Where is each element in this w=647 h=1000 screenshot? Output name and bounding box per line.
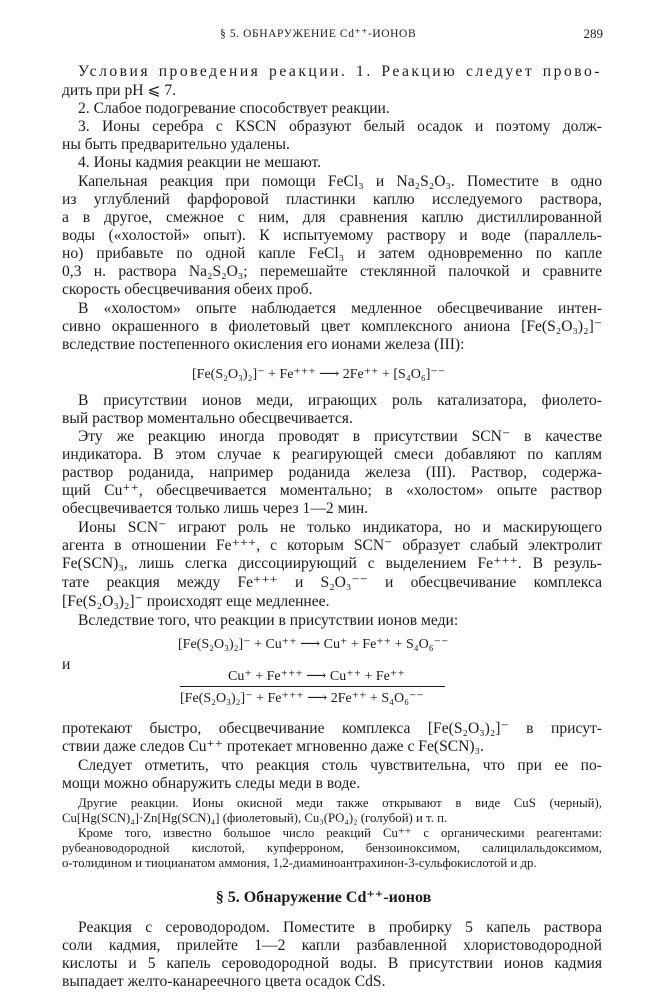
text-line: дить при pH ⩽ 7. (62, 82, 177, 99)
text-line: но) прибавьте по одной капле FeCl₃ и затем одновременно по капле (62, 245, 602, 262)
text-line: выпадает желто-канареечного цвета осадок CdS. (62, 973, 386, 990)
text-line: ны быть предварительно удалены. (62, 136, 290, 153)
text-line-bold-lead: Капельная реакция при помощи FeCl₃ и Na₂S₂O₃. Поместите в одно (78, 173, 602, 190)
text-line: скорость обесцвечивания обеих проб. (62, 281, 313, 298)
text-line: индикатора. В этом случае к реагирующей смеси добавляют по каплям (62, 446, 602, 463)
equation-1: [Fe(S₂O₃)₂]⁻ + Fe⁺⁺⁺ ⟶ 2Fe⁺⁺ + [S₄O₆]⁻⁻ (192, 367, 446, 382)
text-line: вследствие постепенного окисления его ионами железа (III): (62, 336, 465, 353)
running-title: § 5. ОБНАРУЖЕНИЕ Cd⁺⁺-ИОНОВ (220, 28, 417, 40)
text-line: Fe(SCN)₃, лишь слегка диссоциирующий с выделением Fe⁺⁺⁺. В резуль- (62, 555, 602, 572)
text-line: В «холостом» опыте наблюдается медленное обесцвечивание интен- (78, 300, 602, 317)
equation-3: Cu⁺ + Fe⁺⁺⁺ ⟶ Cu⁺⁺ + Fe⁺⁺ (228, 669, 405, 684)
text-line: Вследствие того, что реакции в присутствии ионов меди: (78, 612, 459, 629)
text-line: 3. Ионы серебра с KSCN образуют белый осадок и поэтому долж- (78, 118, 602, 135)
equation-2: [Fe(S₂O₃)₂]⁻ + Cu⁺⁺ ⟶ Cu⁺ + Fe⁺⁺ + S₄O₆⁻⁻ (178, 637, 449, 652)
text-line: ствии даже следов Cu⁺⁺ протекает мгновенно даже с Fe(SCN)₃. (62, 738, 484, 755)
text-line: тате реакция между Fe⁺⁺⁺ и S₂O₃⁻⁻ и обесцвечивание комплекса (62, 574, 602, 591)
equation-4: [Fe(S₂O₃)₂]⁻ + Fe⁺⁺⁺ ⟶ 2Fe⁺⁺ + S₄O₆⁻⁻ (180, 691, 424, 706)
equation-rule (180, 686, 445, 687)
small-text-line: рубеановодородной кислотой, купферроном, бензоиноксимом, салицилальдоксимом, (62, 841, 602, 855)
text-line: а в другое, смежное с ним, для сравнения каплю дистиллированной (62, 209, 602, 226)
text-line: мощи можно обнаружить следы меди в воде. (62, 775, 361, 792)
small-text-line: Кроме того, известно большое число реакций Cu⁺⁺ с органическими реагентами: (78, 826, 602, 840)
text-line: агента в отношении Fe⁺⁺⁺, с которым SCN⁻ образует слабый электролит (62, 537, 602, 554)
text-line-bold-lead: Реакция с сероводородом. Поместите в пробирку 5 капель раствора (78, 919, 602, 936)
text-line: [Fe(S₂O₃)₂]⁻ происходят еще медленнее. (62, 593, 330, 610)
small-text-line: о-толидином и тиоцианатом аммония, 1,2-диаминоантрахинон-3-сульфокислотой и др. (62, 856, 537, 870)
text-line: 4. Ионы кадмия реакции не мешают. (78, 154, 322, 171)
text-line: раствор роданида, например роданида железа (III). Раствор, содержа- (62, 464, 602, 481)
text-line: из углублений фарфоровой пластинки каплю исследуемого раствора, (62, 191, 602, 208)
text-line: Ионы SCN⁻ играют роль не только индикатора, но и маскирующего (78, 519, 602, 536)
text-line: вый раствор моментально обесцвечивается. (62, 410, 353, 427)
text-line: и (62, 656, 71, 673)
text-line: Эту же реакцию иногда проводят в присутствии SCN⁻ в качестве (78, 428, 602, 445)
small-text-line: Другие реакции. Ионы окисной меди также открывают в виде CuS (черный), (78, 796, 602, 810)
text-line: кислоты и 5 капель сероводородной воды. В присутствии ионов кадмия (62, 955, 602, 972)
small-text-line: Cu[Hg(SCN)₄]·Zn[Hg(SCN)₄] (фиолетовый), Cu₃(PO₄)₂ (голубой) и т. п. (62, 811, 448, 825)
text-line: щий Cu⁺⁺, обесцвечивается моментально; в «холостом» опыте раствор (62, 482, 602, 499)
text-line: воды («холостой» опыт). К испытуемому раствору и воде (параллель- (62, 227, 602, 244)
page-number: 289 (583, 26, 603, 41)
text-line: Условия проведения реакции. 1. Реакцию следует прово- (78, 63, 602, 80)
text-line: протекают быстро, обесцвечивание комплекса [Fe(S₂O₃)₂]⁻ в присут- (62, 720, 602, 737)
text-line: 0,3 н. раствора Na₂S₂O₃; перемешайте стеклянной палочкой и сравните (62, 263, 602, 280)
text-line: 2. Слабое подогревание способствует реакции. (78, 100, 390, 117)
running-header (62, 26, 603, 44)
text-line: Следует отметить, что реакция столь чувствительна, что при ее по- (78, 757, 602, 774)
text-line: обесцвечивается только лишь через 1—2 мин. (62, 500, 369, 517)
section-heading: § 5. Обнаружение Cd⁺⁺-ионов (215, 889, 432, 906)
text-line: В присутствии ионов меди, играющих роль катализатора, фиолето- (78, 392, 602, 409)
text-line: соли кадмия, прилейте 1—2 капли разбавленной хлористоводородной (62, 937, 602, 954)
text-line: сивно окрашенного в фиолетовый цвет комплексного аниона [Fe(S₂O₃)₂]⁻ (62, 318, 602, 335)
